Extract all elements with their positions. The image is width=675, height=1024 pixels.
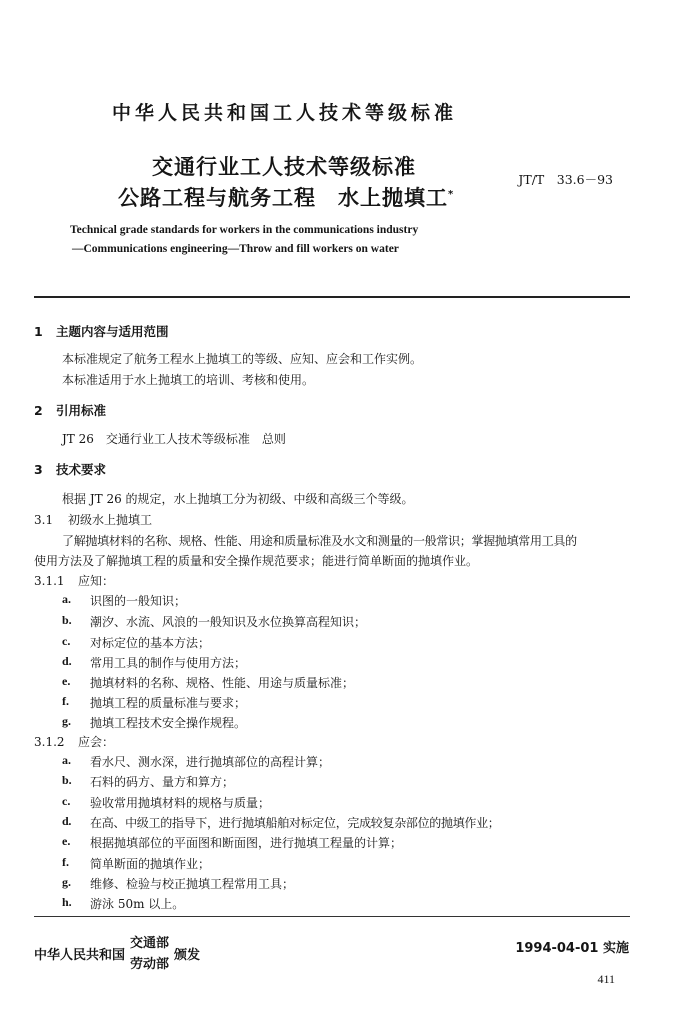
- section-3-paragraph: 根据 JT 26 的规定，水上抛填工分为初级、中级和高级三个等级。: [62, 492, 414, 506]
- list-item-text: 石料的码方、量方和算方；: [90, 775, 235, 789]
- section-1-paragraph-1: 本标准规定了航务工程水上抛填工的等级、应知、应会和工作实例。: [62, 352, 423, 366]
- issue-word: 颁发: [174, 948, 201, 963]
- list-item: [62, 592, 622, 610]
- list-item-text: 在高、中级工的指导下，进行抛填船舶对标定位，完成较复杂部位的抛填作业；: [90, 816, 500, 830]
- section-number: 1: [34, 324, 43, 339]
- list-item-text: 识图的一般知识；: [90, 594, 187, 608]
- item-number: 3.1.2: [34, 735, 65, 749]
- ministry-transport: 交通部: [130, 936, 170, 951]
- english-title-line-2: —Communications engineering—Throw and fill workers on water: [72, 243, 399, 255]
- subsection-3-1-desc-line-1: 了解抛填材料的名称、规格、性能、用途和质量标准及水文和测量的一般常识；掌握抛填常用工具的: [62, 534, 577, 548]
- list-item-label: a.: [62, 753, 71, 767]
- list-item: [62, 654, 622, 672]
- standard-type-heading: 中华人民共和国工人技术等级标准: [112, 102, 458, 124]
- list-item: [62, 875, 622, 893]
- title-line-2: [118, 182, 454, 212]
- subsection-title: 初级水上抛填工: [68, 513, 153, 527]
- implementation-date: 1994-04-01 实施: [515, 941, 629, 956]
- list-item-text: 对标定位的基本方法；: [90, 636, 211, 650]
- english-title-line-1: Technical grade standards for workers in the communications industry: [70, 224, 419, 236]
- section-title: 技术要求: [56, 462, 107, 477]
- section-title: 引用标准: [56, 403, 107, 418]
- list-item-label: b.: [62, 773, 72, 787]
- title-line-1: 交通行业工人技术等级标准: [152, 155, 416, 179]
- list-item-label: g.: [62, 714, 71, 728]
- list-item-label: f.: [62, 694, 69, 708]
- subsection-3-1-desc-line-2: 使用方法及了解抛填工程的质量和安全操作规范要求；能进行简单断面的抛填作业。: [34, 554, 479, 568]
- list-item-label: d.: [62, 654, 72, 668]
- item-title: 应知：: [78, 574, 115, 588]
- issuing-authority: [34, 936, 234, 984]
- list-item: [62, 834, 622, 852]
- section-1-heading: [34, 322, 169, 340]
- section-number: 3: [34, 462, 43, 477]
- list-item: [62, 613, 622, 631]
- list-item-label: g.: [62, 875, 71, 889]
- list-item-label: h.: [62, 895, 72, 909]
- subsection-3-1-heading: [34, 511, 152, 528]
- list-item: [62, 814, 632, 832]
- list-item-text: 潮汐、水流、风浪的一般知识及水位换算高程知识；: [90, 615, 367, 629]
- list-item-text: 根据抛填部位的平面图和断面图，进行抛填工程量的计算；: [90, 836, 403, 850]
- list-item-label: e.: [62, 674, 71, 688]
- list-item-label: c.: [62, 634, 71, 648]
- footer-divider: [34, 916, 630, 917]
- item-3-1-2-heading: [34, 733, 114, 750]
- list-item: [62, 753, 622, 771]
- subsection-number: 3.1: [34, 513, 54, 527]
- section-1-paragraph-2: 本标准适用于水上抛填工的培训、考核和使用。: [62, 373, 315, 387]
- list-item-label: f.: [62, 855, 69, 869]
- list-item-label: c.: [62, 794, 71, 808]
- list-item-text: 抛填工程的质量标准与要求；: [90, 696, 247, 710]
- list-item: [62, 895, 622, 913]
- issuer-prefix: 中华人民共和国: [34, 948, 126, 963]
- page-number: 411: [597, 972, 615, 986]
- list-item-label: a.: [62, 592, 71, 606]
- section-3-heading: [34, 460, 106, 478]
- item-title: 应会：: [78, 735, 115, 749]
- list-item: [62, 674, 622, 692]
- title-footnote-mark: *: [448, 189, 455, 200]
- ministry-labour: 劳动部: [130, 957, 170, 972]
- list-item-text: 常用工具的制作与使用方法；: [90, 656, 247, 670]
- list-item: [62, 634, 622, 652]
- section-2-heading: [34, 401, 106, 419]
- section-2-reference: JT 26 交通行业工人技术等级标准 总则: [62, 432, 286, 446]
- list-item-text: 游泳 50m 以上。: [90, 897, 185, 911]
- list-item-text: 维修、检验与校正抛填工程常用工具；: [90, 877, 295, 891]
- section-title: 主题内容与适用范围: [56, 324, 169, 339]
- list-item: [62, 794, 622, 812]
- list-item-text: 验收常用抛填材料的规格与质量；: [90, 796, 271, 810]
- standard-code: JT/T 33.6－93: [518, 172, 613, 187]
- list-item-text: 抛填工程技术安全操作规程。: [90, 716, 247, 730]
- item-3-1-1-heading: [34, 572, 114, 589]
- list-item-label: d.: [62, 814, 72, 828]
- list-item-label: e.: [62, 834, 71, 848]
- list-item-text: 抛填材料的名称、规格、性能、用途与质量标准；: [90, 676, 355, 690]
- list-item: [62, 773, 622, 791]
- list-item-label: b.: [62, 613, 72, 627]
- item-number: 3.1.1: [34, 574, 65, 588]
- header-divider: [34, 296, 630, 298]
- section-number: 2: [34, 403, 43, 418]
- list-item: [62, 714, 622, 732]
- list-item-text: 看水尺、测水深，进行抛填部位的高程计算；: [90, 755, 331, 769]
- title-line-2-text: 公路工程与航务工程 水上抛填工: [118, 186, 448, 210]
- list-item: [62, 694, 622, 712]
- list-item: [62, 855, 622, 873]
- list-item-text: 简单断面的抛填作业；: [90, 857, 211, 871]
